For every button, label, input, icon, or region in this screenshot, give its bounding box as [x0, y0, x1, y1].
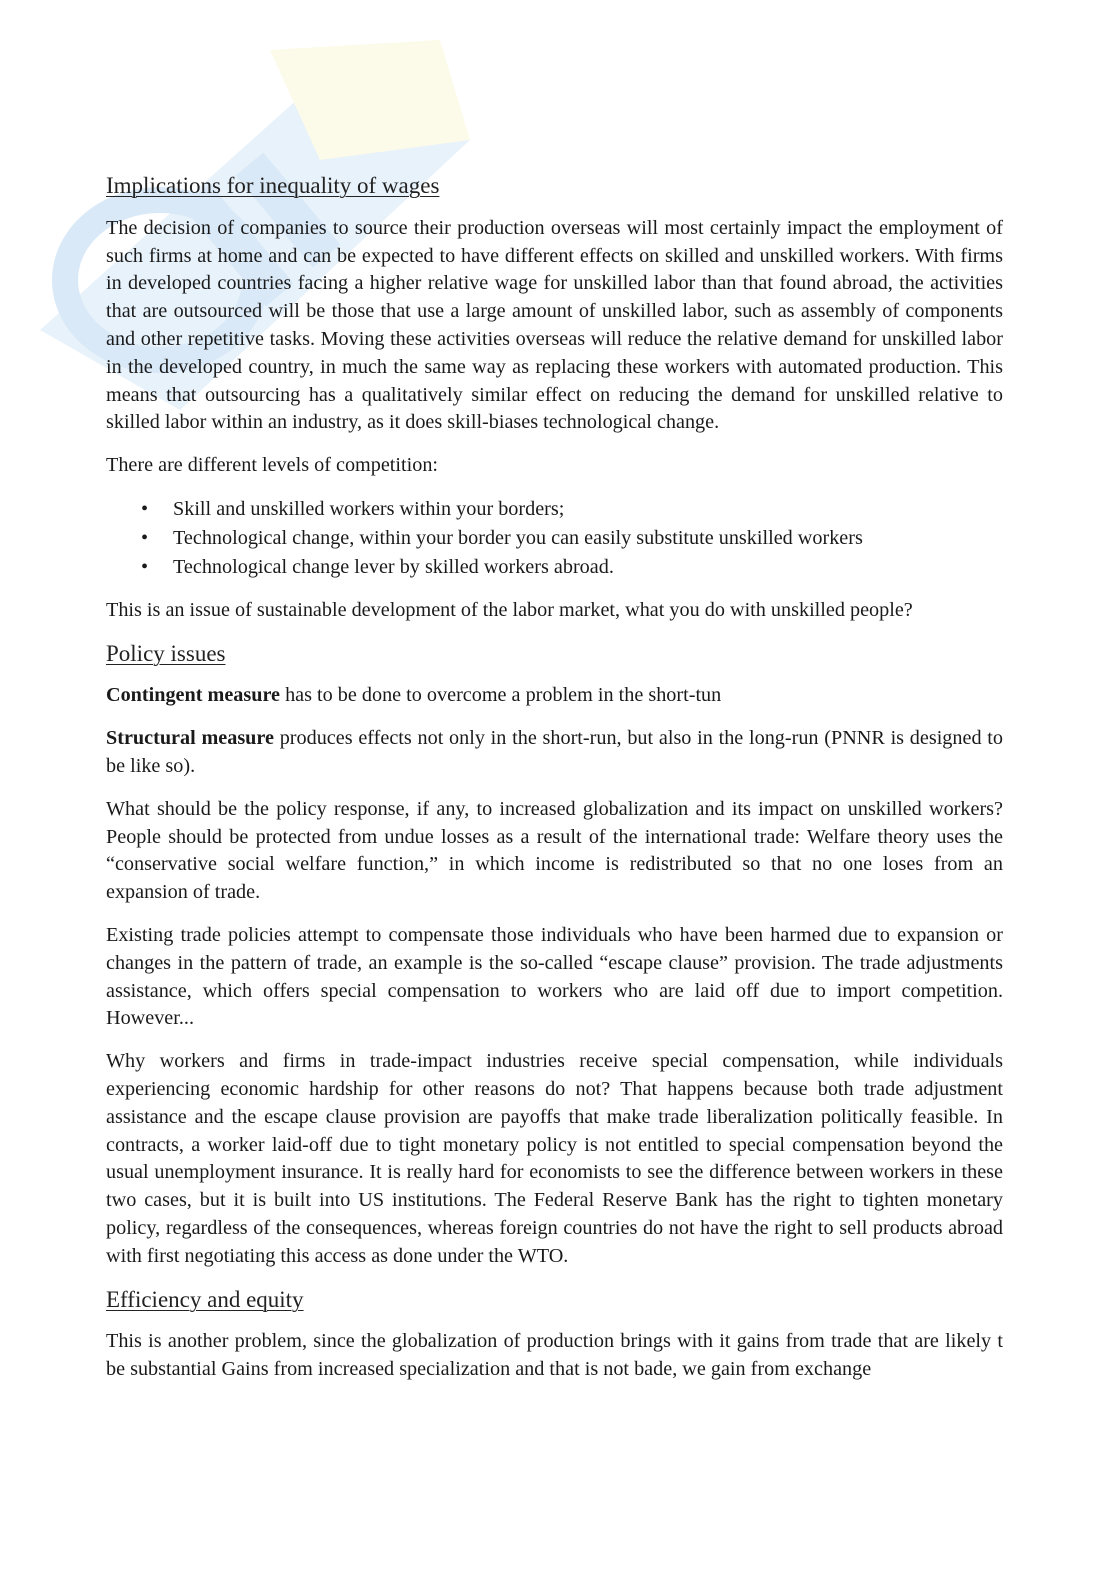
paragraph-contingent: [106, 682, 1003, 710]
paragraph: This is an issue of sustainable development of the labor market, what you do with unskilled people?: [106, 598, 913, 621]
paragraph: Why workers and firms in trade-impact industries receive special compensation, while individuals experiencing economic hardship for other reasons do not? That happens because both trade adjustment assistance and the escape clause provision are payoffs that make trade liberalization politically feasible. In contracts, a worker laid-off due to tight monetary policy is not entitled to special compensation beyond the usual unemployment insurance. It is really hard for economists to see the difference between workers in these two cases, but it is built into US institutions. The Federal Reserve Bank has the right to tighten monetary policy, regardless of the consequences, whereas foreign countries do not have the right to sell products abroad with first negotiating this access as done under the WTO.: [106, 1050, 1003, 1267]
section-heading-efficiency: Efficiency and equity: [106, 1286, 304, 1312]
list-item-text: Skill and unskilled workers within your borders;: [173, 497, 565, 520]
section-heading-inequality: Implications for inequality of wages: [106, 173, 440, 198]
term-structural: Structural measure: [106, 727, 274, 750]
list-item-text: Technological change lever by skilled workers abroad.: [173, 555, 614, 578]
list-item-text: Technological change, within your border you can easily substitute unskilled workers: [173, 526, 863, 549]
list-item: [106, 553, 1003, 582]
bullet-icon: •: [141, 497, 149, 520]
paragraph: The decision of companies to source their production overseas will most certainly impact the employment of such firms at home and can be expected to have different effects on skilled and unskilled workers. With firms in developed countries facing a higher relative wage for unskilled labor than that found abroad, the activities that are outsourced will be those that use a large amount of unskilled labor, such as assembly of components and other repetitive tasks. Moving these activities overseas will reduce the relative demand for unskilled labor in the developed country, in much the same way as replacing these workers with automated production. This means that outsourcing has a qualitatively similar effect on reducing the demand for unskilled relative to skilled labor within an industry, as it does skill-biases technological change.: [106, 216, 1003, 434]
list-item: [106, 495, 1003, 524]
paragraph: This is another problem, since the globalization of production brings with it gains from trade that are likely t be substantial Gains from increased specialization and that is not bade, we gain from exchange: [106, 1330, 1003, 1381]
paragraph: What should be the policy response, if any, to increased globalization and its impact on unskilled workers? People should be protected from undue losses as a result of the international trade: Welfare theory uses the “conservative social welfare function,” in which income is redistributed so that no one loses from an expansion of trade.: [106, 797, 1003, 904]
definition-text: has to be done to overcome a problem in the short-tun: [280, 684, 722, 707]
paragraph-structural: [106, 725, 1003, 781]
paragraph: Existing trade policies attempt to compensate those individuals who have been harmed due to expansion or changes in the pattern of trade, an example is the so-called “escape clause” provision. The trade adjustments assistance, which offers special compensation to workers who are laid off due to import competition. However...: [106, 924, 1003, 1030]
bullet-list: [106, 495, 1003, 582]
paragraph: There are different levels of competition:: [106, 454, 439, 477]
document-page: [106, 172, 1003, 1399]
term-contingent: Contingent measure: [106, 684, 281, 707]
section-heading-policy: Policy issues: [106, 640, 226, 666]
list-item: [106, 524, 1003, 553]
bullet-icon: •: [141, 526, 149, 549]
bullet-icon: •: [141, 555, 149, 578]
definition-text: produces effects not only in the short-run, but also in the long-run (PNNR is designed to be like so).: [106, 727, 1003, 778]
